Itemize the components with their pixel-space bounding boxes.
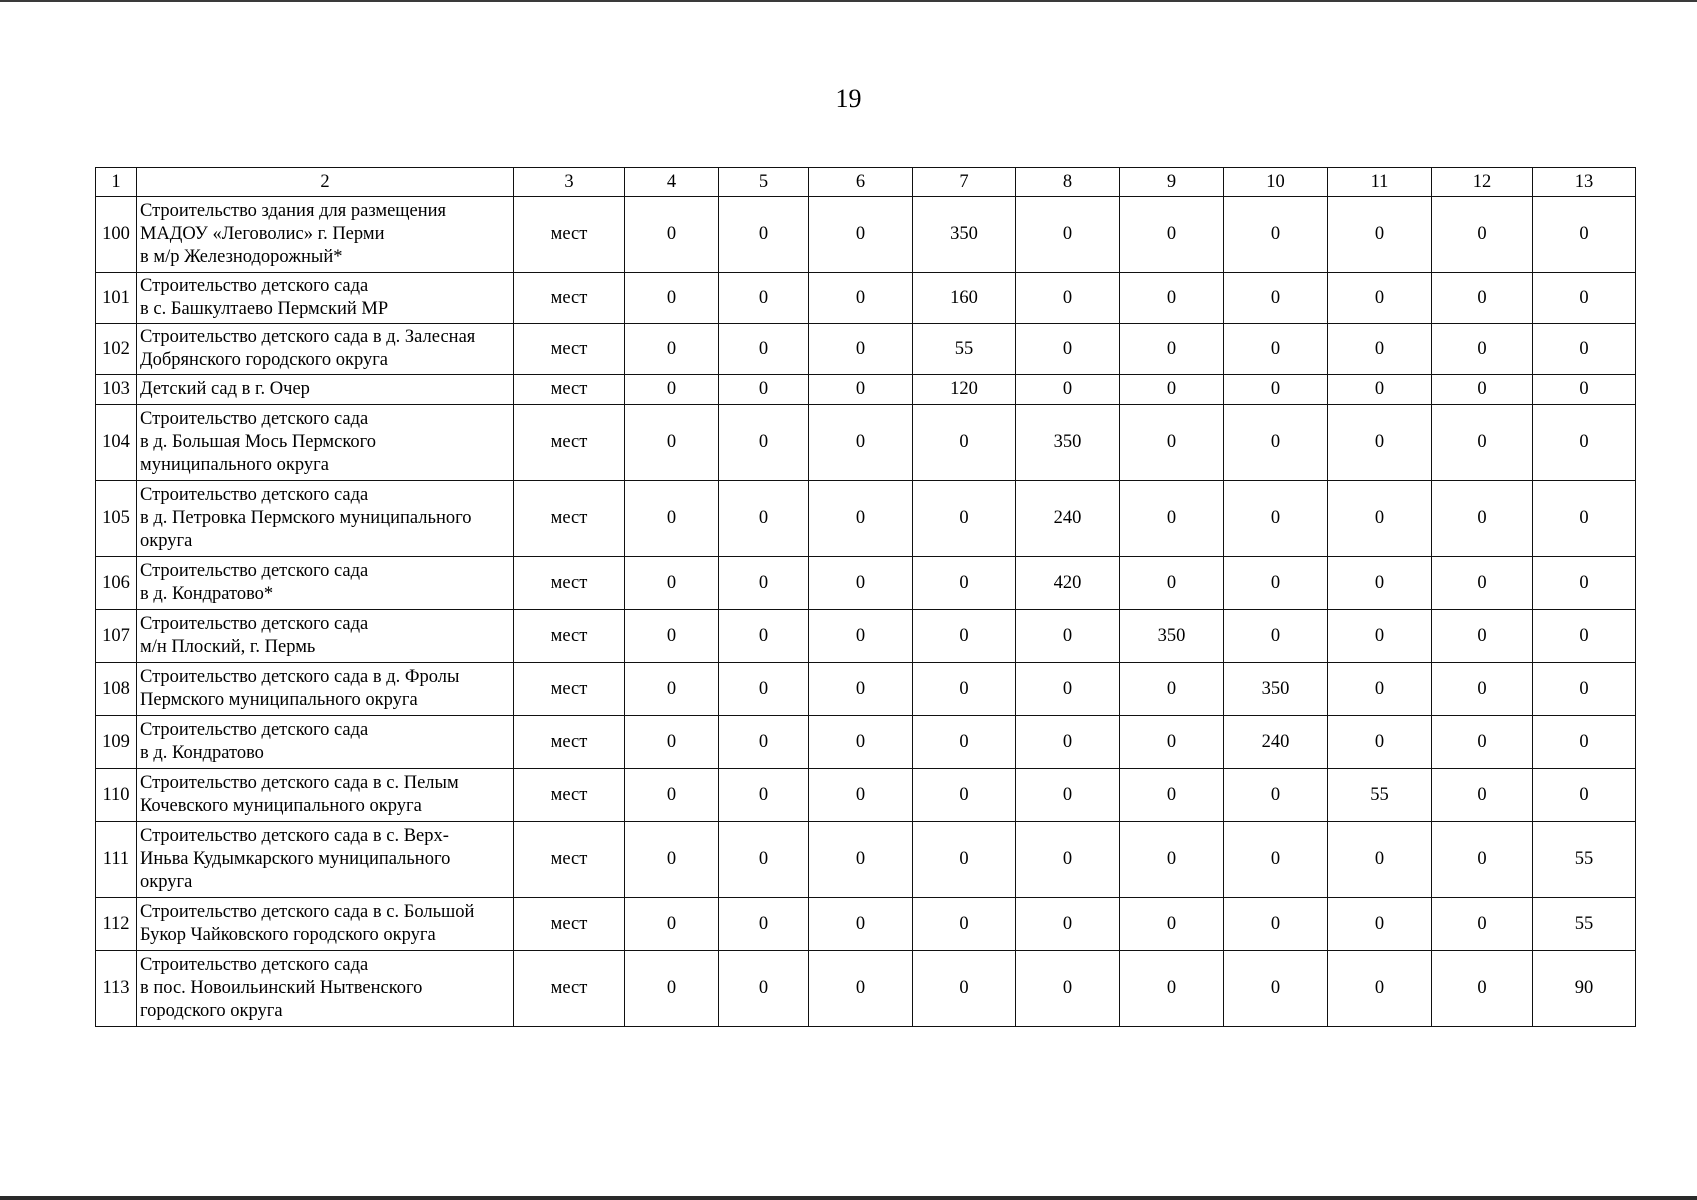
value-cell-col-6: 0 [809, 557, 913, 610]
unit-cell: мест [514, 375, 625, 405]
header-cell-6: 6 [809, 168, 913, 197]
value-cell-col-11: 0 [1328, 405, 1432, 481]
table-row [96, 557, 1636, 610]
value-cell-col-6: 0 [809, 898, 913, 951]
object-name-cell [137, 481, 514, 557]
value-cell-col-11: 0 [1328, 273, 1432, 324]
value-cell-col-11: 0 [1328, 375, 1432, 405]
value-cell-col-8: 0 [1016, 375, 1120, 405]
value-cell-col-10: 0 [1224, 769, 1328, 822]
value-cell-col-5: 0 [719, 481, 809, 557]
value-cell-col-4: 0 [625, 405, 719, 481]
value-cell-col-12: 0 [1432, 663, 1533, 716]
object-name-line: Добрянского городского округа [140, 350, 389, 370]
object-name-line: Пермского муниципального округа [140, 690, 418, 710]
value-cell-col-8: 240 [1016, 481, 1120, 557]
value-cell-col-10: 0 [1224, 481, 1328, 557]
value-cell-col-6: 0 [809, 822, 913, 898]
scan-edge-bottom [0, 1196, 1697, 1200]
unit-cell: мест [514, 557, 625, 610]
value-cell-col-4: 0 [625, 951, 719, 1027]
value-cell-col-11: 0 [1328, 898, 1432, 951]
header-cell-7: 7 [913, 168, 1016, 197]
header-cell-2: 2 [137, 168, 514, 197]
value-cell-col-7: 0 [913, 663, 1016, 716]
value-cell-col-10: 0 [1224, 375, 1328, 405]
header-cell-11: 11 [1328, 168, 1432, 197]
value-cell-col-9: 0 [1120, 481, 1224, 557]
scan-edge-top [0, 0, 1697, 2]
value-cell-col-6: 0 [809, 197, 913, 273]
object-name-line: в пос. Новоильинский Нытвенского [140, 978, 423, 998]
object-name-line: м/н Плоский, г. Пермь [140, 637, 316, 657]
row-number-cell: 112 [96, 898, 137, 951]
table-row [96, 273, 1636, 324]
object-name-line: Кочевского муниципального округа [140, 796, 422, 816]
unit-cell: мест [514, 716, 625, 769]
object-name-line: Строительство детского сада [140, 614, 369, 634]
value-cell-col-4: 0 [625, 769, 719, 822]
row-number-cell: 107 [96, 610, 137, 663]
value-cell-col-5: 0 [719, 822, 809, 898]
value-cell-col-9: 0 [1120, 951, 1224, 1027]
value-cell-col-12: 0 [1432, 375, 1533, 405]
unit-cell: мест [514, 273, 625, 324]
value-cell-col-13: 0 [1533, 716, 1636, 769]
value-cell-col-13: 0 [1533, 405, 1636, 481]
value-cell-col-5: 0 [719, 663, 809, 716]
table-row [96, 822, 1636, 898]
value-cell-col-11: 0 [1328, 324, 1432, 375]
object-name-line: Строительство детского сада [140, 720, 369, 740]
value-cell-col-9: 0 [1120, 898, 1224, 951]
object-name-cell [137, 557, 514, 610]
value-cell-col-7: 0 [913, 769, 1016, 822]
value-cell-col-10: 0 [1224, 557, 1328, 610]
value-cell-col-7: 55 [913, 324, 1016, 375]
value-cell-col-10: 0 [1224, 898, 1328, 951]
header-cell-4: 4 [625, 168, 719, 197]
table-row [96, 375, 1636, 405]
row-number-cell: 103 [96, 375, 137, 405]
object-name-line: Строительство детского сада в д. Фролы [140, 667, 460, 687]
value-cell-col-11: 0 [1328, 951, 1432, 1027]
value-cell-col-6: 0 [809, 769, 913, 822]
row-number-cell: 109 [96, 716, 137, 769]
row-number-cell: 106 [96, 557, 137, 610]
value-cell-col-9: 0 [1120, 273, 1224, 324]
table-row [96, 197, 1636, 273]
value-cell-col-8: 0 [1016, 273, 1120, 324]
value-cell-col-10: 0 [1224, 951, 1328, 1027]
value-cell-col-8: 420 [1016, 557, 1120, 610]
header-row [96, 168, 1636, 197]
object-name-line: округа [140, 531, 193, 551]
value-cell-col-11: 0 [1328, 557, 1432, 610]
row-number-cell: 105 [96, 481, 137, 557]
value-cell-col-7: 0 [913, 898, 1016, 951]
object-name-cell [137, 769, 514, 822]
unit-cell: мест [514, 610, 625, 663]
value-cell-col-4: 0 [625, 375, 719, 405]
value-cell-col-11: 0 [1328, 663, 1432, 716]
value-cell-col-4: 0 [625, 481, 719, 557]
header-cell-9: 9 [1120, 168, 1224, 197]
row-number-cell: 108 [96, 663, 137, 716]
value-cell-col-13: 55 [1533, 822, 1636, 898]
value-cell-col-5: 0 [719, 716, 809, 769]
value-cell-col-6: 0 [809, 375, 913, 405]
value-cell-col-9: 0 [1120, 557, 1224, 610]
value-cell-col-12: 0 [1432, 273, 1533, 324]
object-name-line: в с. Башкултаево Пермский МР [140, 299, 389, 319]
value-cell-col-7: 160 [913, 273, 1016, 324]
object-name-line: Детский сад в г. Очер [140, 379, 310, 399]
value-cell-col-9: 0 [1120, 375, 1224, 405]
value-cell-col-7: 0 [913, 822, 1016, 898]
table-row [96, 610, 1636, 663]
value-cell-col-9: 0 [1120, 769, 1224, 822]
value-cell-col-4: 0 [625, 324, 719, 375]
value-cell-col-5: 0 [719, 898, 809, 951]
row-number-cell: 110 [96, 769, 137, 822]
object-name-cell [137, 663, 514, 716]
table-row [96, 324, 1636, 375]
value-cell-col-12: 0 [1432, 481, 1533, 557]
value-cell-col-10: 0 [1224, 610, 1328, 663]
header-cell-10: 10 [1224, 168, 1328, 197]
value-cell-col-7: 350 [913, 197, 1016, 273]
value-cell-col-4: 0 [625, 663, 719, 716]
value-cell-col-4: 0 [625, 273, 719, 324]
value-cell-col-7: 120 [913, 375, 1016, 405]
value-cell-col-5: 0 [719, 375, 809, 405]
value-cell-col-6: 0 [809, 716, 913, 769]
header-cell-1: 1 [96, 168, 137, 197]
object-name-cell [137, 375, 514, 405]
value-cell-col-10: 350 [1224, 663, 1328, 716]
object-name-line: в д. Петровка Пермского муниципального [140, 508, 472, 528]
value-cell-col-11: 55 [1328, 769, 1432, 822]
object-name-cell [137, 951, 514, 1027]
value-cell-col-8: 0 [1016, 898, 1120, 951]
value-cell-col-8: 0 [1016, 610, 1120, 663]
object-name-line: Строительство детского сада в с. Верх- [140, 826, 449, 846]
value-cell-col-4: 0 [625, 716, 719, 769]
object-name-cell [137, 610, 514, 663]
value-cell-col-12: 0 [1432, 822, 1533, 898]
value-cell-col-4: 0 [625, 197, 719, 273]
object-name-cell [137, 197, 514, 273]
value-cell-col-6: 0 [809, 610, 913, 663]
unit-cell: мест [514, 197, 625, 273]
object-name-line: в д. Большая Мось Пермского [140, 432, 377, 452]
value-cell-col-5: 0 [719, 324, 809, 375]
object-name-line: Букор Чайковского городского округа [140, 925, 436, 945]
table-row [96, 663, 1636, 716]
value-cell-col-9: 0 [1120, 663, 1224, 716]
value-cell-col-9: 0 [1120, 324, 1224, 375]
unit-cell: мест [514, 898, 625, 951]
value-cell-col-9: 350 [1120, 610, 1224, 663]
header-cell-5: 5 [719, 168, 809, 197]
value-cell-col-9: 0 [1120, 716, 1224, 769]
object-name-line: Строительство детского сада [140, 485, 369, 505]
value-cell-col-13: 0 [1533, 481, 1636, 557]
object-name-cell [137, 324, 514, 375]
value-cell-col-12: 0 [1432, 197, 1533, 273]
value-cell-col-7: 0 [913, 557, 1016, 610]
value-cell-col-13: 90 [1533, 951, 1636, 1027]
row-number-cell: 100 [96, 197, 137, 273]
object-name-line: в м/р Железнодорожный* [140, 247, 343, 267]
value-cell-col-6: 0 [809, 951, 913, 1027]
value-cell-col-13: 0 [1533, 663, 1636, 716]
value-cell-col-13: 0 [1533, 375, 1636, 405]
value-cell-col-7: 0 [913, 951, 1016, 1027]
table-row [96, 769, 1636, 822]
value-cell-col-8: 0 [1016, 951, 1120, 1027]
table-body [96, 168, 1636, 1027]
value-cell-col-11: 0 [1328, 481, 1432, 557]
header-cell-12: 12 [1432, 168, 1533, 197]
value-cell-col-4: 0 [625, 898, 719, 951]
value-cell-col-11: 0 [1328, 716, 1432, 769]
value-cell-col-13: 0 [1533, 273, 1636, 324]
unit-cell: мест [514, 663, 625, 716]
table-row [96, 481, 1636, 557]
value-cell-col-10: 240 [1224, 716, 1328, 769]
object-name-line: Строительство детского сада в с. Пелым [140, 773, 459, 793]
value-cell-col-5: 0 [719, 405, 809, 481]
value-cell-col-4: 0 [625, 822, 719, 898]
value-cell-col-13: 0 [1533, 610, 1636, 663]
object-name-cell [137, 273, 514, 324]
value-cell-col-10: 0 [1224, 273, 1328, 324]
value-cell-col-8: 0 [1016, 822, 1120, 898]
table-row [96, 405, 1636, 481]
header-cell-8: 8 [1016, 168, 1120, 197]
value-cell-col-5: 0 [719, 610, 809, 663]
value-cell-col-12: 0 [1432, 557, 1533, 610]
object-name-line: Строительство детского сада в с. Большой [140, 902, 475, 922]
value-cell-col-12: 0 [1432, 405, 1533, 481]
header-cell-3: 3 [514, 168, 625, 197]
table-row [96, 716, 1636, 769]
unit-cell: мест [514, 822, 625, 898]
value-cell-col-12: 0 [1432, 716, 1533, 769]
value-cell-col-6: 0 [809, 481, 913, 557]
value-cell-col-5: 0 [719, 273, 809, 324]
value-cell-col-9: 0 [1120, 405, 1224, 481]
value-cell-col-8: 350 [1016, 405, 1120, 481]
header-cell-13: 13 [1533, 168, 1636, 197]
value-cell-col-5: 0 [719, 557, 809, 610]
table-row [96, 951, 1636, 1027]
value-cell-col-6: 0 [809, 324, 913, 375]
unit-cell: мест [514, 324, 625, 375]
value-cell-col-9: 0 [1120, 822, 1224, 898]
value-cell-col-4: 0 [625, 557, 719, 610]
row-number-cell: 104 [96, 405, 137, 481]
value-cell-col-13: 0 [1533, 557, 1636, 610]
object-name-line: муниципального округа [140, 455, 329, 475]
object-name-line: Строительство детского сада в д. Залесная [140, 327, 476, 347]
value-cell-col-8: 0 [1016, 197, 1120, 273]
object-name-line: МАДОУ «Леговолис» г. Перми [140, 224, 385, 244]
value-cell-col-13: 0 [1533, 769, 1636, 822]
value-cell-col-13: 0 [1533, 324, 1636, 375]
value-cell-col-12: 0 [1432, 769, 1533, 822]
object-name-line: в д. Кондратово [140, 743, 264, 763]
construction-table [95, 167, 1636, 1027]
value-cell-col-11: 0 [1328, 610, 1432, 663]
page-number: 19 [835, 84, 862, 113]
value-cell-col-11: 0 [1328, 822, 1432, 898]
object-name-line: Строительство детского сада [140, 955, 369, 975]
value-cell-col-6: 0 [809, 663, 913, 716]
value-cell-col-12: 0 [1432, 610, 1533, 663]
value-cell-col-6: 0 [809, 405, 913, 481]
value-cell-col-8: 0 [1016, 716, 1120, 769]
value-cell-col-5: 0 [719, 197, 809, 273]
value-cell-col-13: 55 [1533, 898, 1636, 951]
value-cell-col-10: 0 [1224, 405, 1328, 481]
unit-cell: мест [514, 951, 625, 1027]
row-number-cell: 102 [96, 324, 137, 375]
value-cell-col-4: 0 [625, 610, 719, 663]
value-cell-col-6: 0 [809, 273, 913, 324]
unit-cell: мест [514, 769, 625, 822]
value-cell-col-8: 0 [1016, 663, 1120, 716]
object-name-line: городского округа [140, 1001, 283, 1021]
object-name-line: Иньва Кудымкарского муниципального [140, 849, 451, 869]
object-name-line: Строительство детского сада [140, 276, 369, 296]
value-cell-col-5: 0 [719, 769, 809, 822]
value-cell-col-13: 0 [1533, 197, 1636, 273]
value-cell-col-10: 0 [1224, 197, 1328, 273]
value-cell-col-7: 0 [913, 610, 1016, 663]
unit-cell: мест [514, 405, 625, 481]
value-cell-col-10: 0 [1224, 324, 1328, 375]
value-cell-col-12: 0 [1432, 898, 1533, 951]
object-name-line: округа [140, 872, 193, 892]
value-cell-col-8: 0 [1016, 769, 1120, 822]
value-cell-col-8: 0 [1016, 324, 1120, 375]
value-cell-col-11: 0 [1328, 197, 1432, 273]
value-cell-col-7: 0 [913, 716, 1016, 769]
table-row [96, 898, 1636, 951]
object-name-line: Строительство детского сада [140, 561, 369, 581]
value-cell-col-10: 0 [1224, 822, 1328, 898]
object-name-cell [137, 716, 514, 769]
value-cell-col-9: 0 [1120, 197, 1224, 273]
row-number-cell: 111 [96, 822, 137, 898]
unit-cell: мест [514, 481, 625, 557]
value-cell-col-12: 0 [1432, 951, 1533, 1027]
value-cell-col-5: 0 [719, 951, 809, 1027]
value-cell-col-12: 0 [1432, 324, 1533, 375]
object-name-line: в д. Кондратово* [140, 584, 274, 604]
object-name-cell [137, 822, 514, 898]
object-name-line: Строительство детского сада [140, 409, 369, 429]
row-number-cell: 101 [96, 273, 137, 324]
value-cell-col-7: 0 [913, 481, 1016, 557]
object-name-line: Строительство здания для размещения [140, 201, 447, 221]
row-number-cell: 113 [96, 951, 137, 1027]
object-name-cell [137, 898, 514, 951]
object-name-cell [137, 405, 514, 481]
value-cell-col-7: 0 [913, 405, 1016, 481]
